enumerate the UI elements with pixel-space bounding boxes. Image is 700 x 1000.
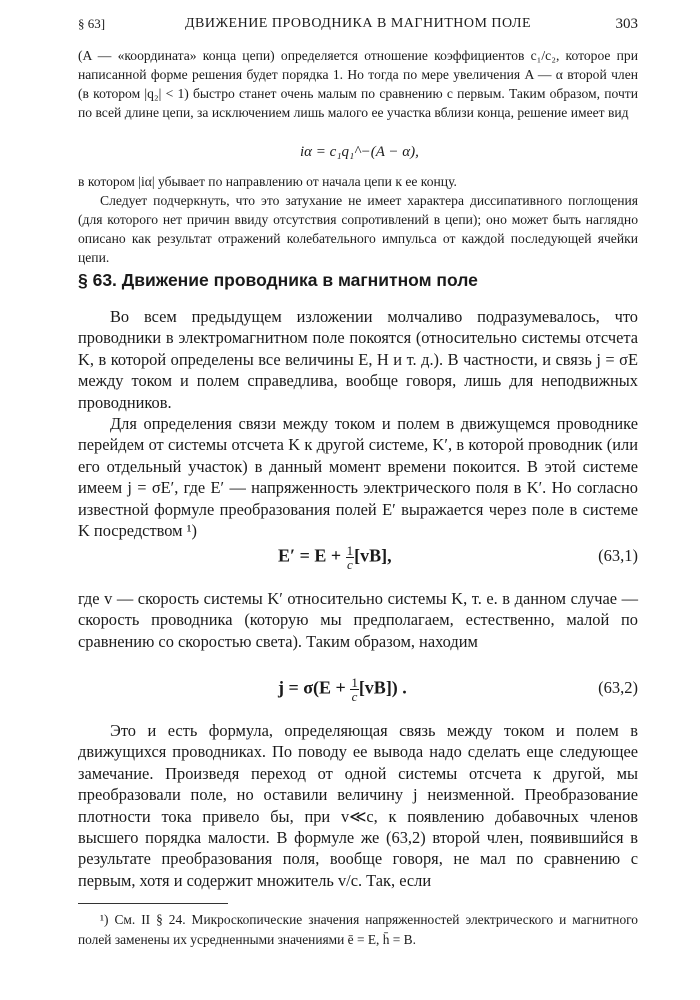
header-section-ref: § 63]	[78, 16, 106, 31]
section-paragraph-1: Во всем предыдущем изложении молчаливо подразумевалось, что проводники в электромагнитном поле покоятся (относительно системы отсчета K, в которой определены все величины E, H и т. д.). В частности, и связь j = σE между током и полем справедлива, вообще говоря, лишь для неподвижных проводников.	[78, 307, 638, 412]
intro-block	[78, 46, 638, 122]
section-body-3	[78, 720, 638, 891]
section-heading: § 63. Движение проводника в магнитном поле	[78, 270, 478, 290]
intro-formula: iα = c₁q₁^−(A − α),	[300, 144, 419, 160]
footnote	[78, 910, 638, 949]
section-body-2	[78, 588, 638, 652]
eq2-right: [vB]) .	[358, 677, 407, 698]
equation-63-2-expression	[278, 676, 407, 703]
eq1-fraction: $\frac{1}{c}$	[346, 543, 354, 572]
equation-63-1-number: (63,1)	[598, 546, 638, 565]
section-body-1	[78, 306, 638, 541]
section-paragraph-3: где v — скорость системы K′ относительно системы K, т. е. в данном случае — скорость проводника (которую мы предполагаем, естественно, малой по сравнению со скоростью света). Таким образом, находим	[78, 589, 638, 651]
eq1-left: E′ = E +	[278, 545, 346, 566]
eq2-fraction: $\frac{1}{c}$	[351, 675, 358, 704]
footnote-text: ¹) См. II § 24. Микроскопические значения напряженностей электрического и магнитного полей заменены их усредненными значениями ē = E, h̄ = B.	[78, 912, 638, 947]
eq1-right: [vB],	[354, 545, 392, 566]
page-number: 303	[615, 16, 638, 32]
equation-63-2-number: (63,2)	[598, 678, 638, 697]
equation-63-1	[78, 538, 638, 578]
intro-paragraph-2: в котором |iα| убывает по направлению от начала цепи к ее концу.	[78, 174, 457, 189]
intro-paragraph-1: (A — «координата» конца цепи) определяется отношение коэффициентов c₁/c₂, которое при написанной форме решения будет порядка 1. Но тогда по мере увеличения A — α второй член (в котором |q₂| < 1) быстро станет очень малым по сравнению с первым. Таким образом, почти по всей длине цепи, за исключением лишь малого ее участка вблизи конца, решение имеет вид	[78, 48, 638, 120]
eq2-left: j = σ(E +	[278, 677, 351, 698]
running-title: ДВИЖЕНИЕ ПРОВОДНИКА В МАГНИТНОМ ПОЛЕ	[184, 16, 531, 31]
equation-63-1-expression	[278, 544, 392, 571]
section-paragraph-4: Это и есть формула, определяющая связь между током и полем в движущихся проводниках. По поводу ее вывода надо сделать еще следующее замечание. Произведя переход от одной системы отсчета к другой, мы преобразовали поле, но оставили величину j неизменной. Преобразование плотности тока привело бы, при v≪c, к появлению добавочных членов высшего порядка малости. В формуле же (63,2) второй член, появившийся в результате преобразования поля, вообще говоря, не мал по сравнению с первым, хотя и содержит множитель v/c. Так, если	[78, 721, 638, 890]
footnote-divider	[78, 903, 228, 904]
page-header	[78, 16, 638, 38]
intro-block-2	[78, 172, 638, 267]
equation-63-2	[78, 670, 638, 710]
intro-paragraph-3: Следует подчеркнуть, что это затухание не имеет характера диссипативного поглощения (для которого нет причин ввиду отсутствия сопротивлений в цепи); оно может быть наглядно описано как результат отражений колебательного импульса от каждой последующей ячейки цепи.	[78, 193, 638, 265]
section-paragraph-2: Для определения связи между током и полем в движущемся проводнике перейдем от системы отсчета K к другой системе, K′, в которой проводник (или его отдельный участок) в данный момент времени покоится. В этой системе имеем j = σE′, где E′ — напряженность электрического поля в K′. Но согласно известной формуле преобразования полей E′ выражается через поле в системе K посредством ¹)	[78, 414, 638, 541]
